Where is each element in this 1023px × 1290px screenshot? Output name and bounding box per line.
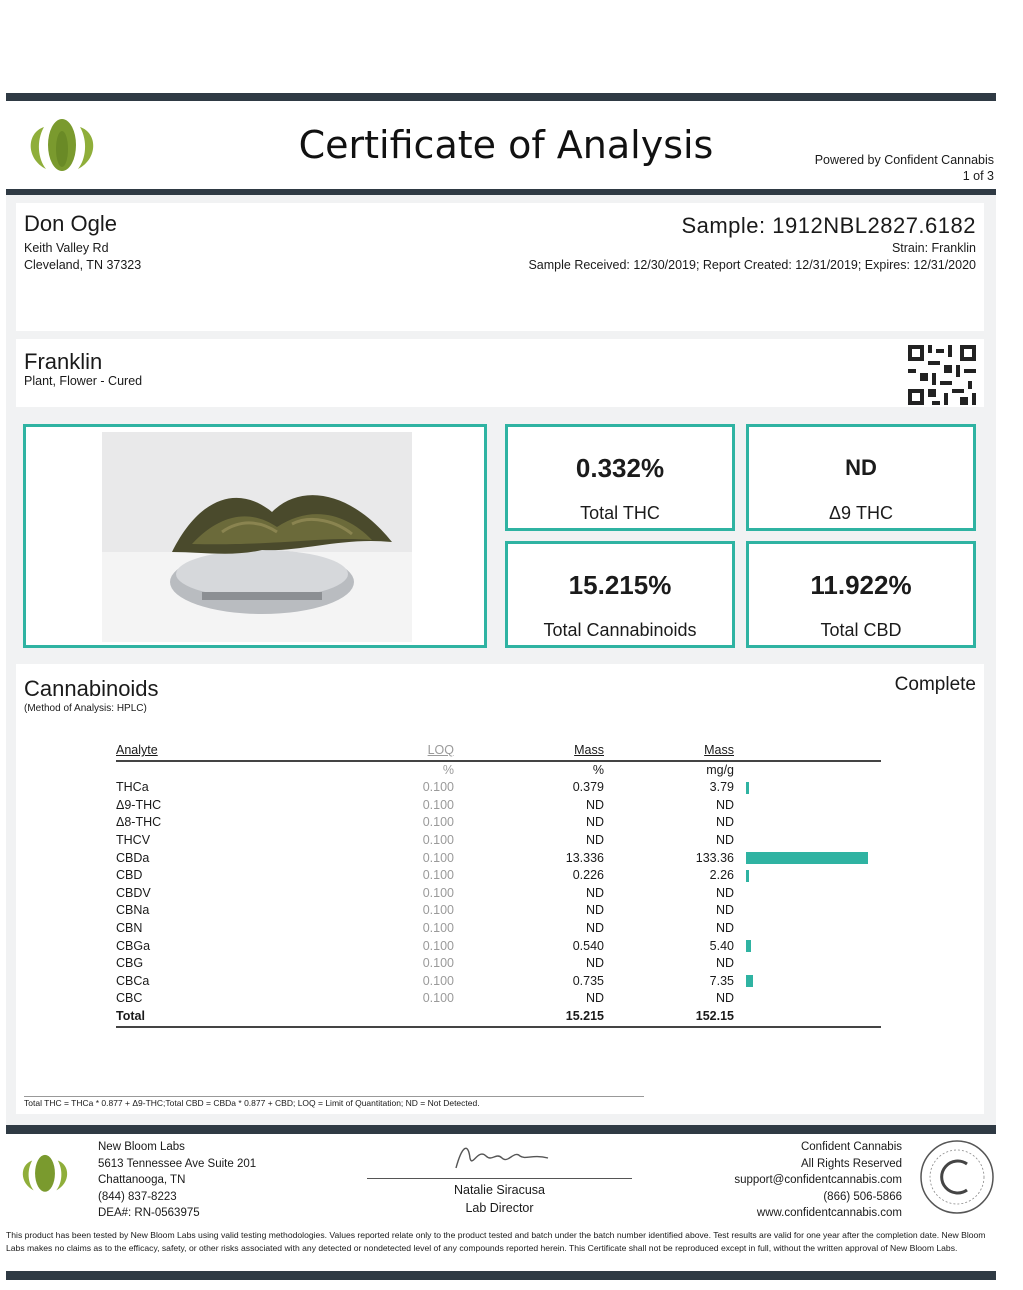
table-row	[116, 990, 881, 1008]
lab-name: New Bloom Labs	[98, 1141, 185, 1153]
analysis-method: (Method of Analysis: HPLC)	[24, 703, 147, 714]
mass-pct-cell: ND	[585, 920, 604, 935]
page-number: 1 of 3	[962, 169, 994, 183]
signature-icon	[452, 1138, 552, 1174]
client-address-1: Keith Valley Rd	[24, 241, 109, 255]
loq-cell: 0.100	[422, 903, 454, 918]
analyte-cell: CBGa	[116, 938, 151, 953]
confident-rights: All Rights Reserved	[801, 1157, 902, 1170]
loq-cell: 0.100	[422, 797, 454, 812]
mass-bar	[746, 975, 753, 987]
table-units-row	[116, 761, 881, 780]
powered-by: Powered by Confident Cannabis	[814, 153, 994, 167]
status-label: Complete	[894, 674, 976, 695]
analyte-cell: THCa	[116, 780, 149, 795]
stat-value: 0.332%	[575, 453, 665, 483]
table-row	[116, 850, 881, 868]
table-row	[116, 867, 881, 885]
client-sample-panel	[16, 203, 984, 331]
mass-bar	[746, 870, 749, 882]
mass-mg-cell: ND	[715, 885, 734, 900]
signer-title: Lab Director	[465, 1201, 534, 1215]
page-title: Certificate of Analysis	[298, 123, 714, 167]
bar-cell	[734, 779, 881, 797]
stat-total-thc	[505, 424, 735, 531]
mass-mg-cell: 3.79	[709, 780, 734, 795]
mass-mg-cell: 7.35	[709, 973, 734, 988]
client-name: Don Ogle	[24, 211, 117, 236]
mass-mg-cell: ND	[715, 991, 734, 1006]
confident-seal-icon	[918, 1138, 996, 1216]
table-row	[116, 902, 881, 920]
stat-value: ND	[845, 455, 877, 480]
lab-logo-icon	[16, 1152, 74, 1196]
loq-cell: 0.100	[422, 780, 454, 795]
stat-label: Total CBD	[820, 620, 902, 640]
mass-pct-cell: 0.735	[572, 973, 604, 988]
analyte-cell: THCV	[116, 832, 151, 847]
stat-value: 15.215%	[568, 570, 672, 600]
lab-phone: (844) 837-8223	[98, 1190, 177, 1203]
product-photo	[102, 432, 412, 642]
table-footnote: Total THC = THCa * 0.877 + Δ9-THC;Total CBD = CBDa * 0.877 + CBD; LOQ = Limit of Quantitation; ND = Not Detected.	[24, 1096, 644, 1108]
bar-cell	[734, 902, 881, 920]
bar-cell	[734, 797, 881, 815]
disclaimer: This product has been tested by New Bloom Labs using valid testing methodologies. Values reported relate only to the product tested and batch under the batch number identified above. Test results are valid for one year after the completion date. New Bloom Labs makes no claims as to the efficacy, safety, or other risks associated with any detected or nondetected level of any compounds reported herein. This Certificate shall not be reproduced except in full, without the written approval of New Bloom Labs.	[6, 1230, 986, 1253]
mass-mg-cell: 133.36	[695, 850, 734, 865]
sample-id: Sample: 1912NBL2827.6182	[681, 213, 976, 238]
analyte-cell: CBDV	[116, 885, 151, 900]
confident-email[interactable]: support@confidentcannabis.com	[734, 1174, 902, 1186]
bar-cell	[734, 850, 881, 868]
lab-dea: DEA#: RN-0563975	[98, 1207, 200, 1219]
lab-info	[98, 1139, 256, 1222]
mass-pct-cell: ND	[585, 903, 604, 918]
mass-pct-cell: ND	[585, 885, 604, 900]
mass-mg-cell: ND	[715, 920, 734, 935]
analyte-cell: CBDa	[116, 850, 150, 865]
bar-cell	[734, 814, 881, 832]
table-row	[116, 938, 881, 956]
mass-pct-cell: ND	[585, 991, 604, 1006]
table-row	[116, 779, 881, 797]
product-photo-frame	[23, 424, 487, 648]
table-row	[116, 814, 881, 832]
total-mg: 152.15	[695, 1008, 734, 1023]
mass-mg-cell: 5.40	[709, 938, 734, 953]
stat-total-cannabinoids	[505, 541, 735, 648]
bar-cell	[734, 832, 881, 850]
mass-pct-cell: ND	[585, 797, 604, 812]
top-bar	[6, 93, 996, 101]
mass-bar	[746, 782, 749, 794]
bar-cell	[734, 867, 881, 885]
header-analyte: Analyte	[116, 743, 158, 757]
mass-pct-cell: 13.336	[565, 850, 604, 865]
table-total-row	[116, 1008, 881, 1027]
table-row	[116, 973, 881, 991]
table-row	[116, 797, 881, 815]
confident-info	[734, 1139, 902, 1222]
mass-pct-cell: 0.379	[572, 780, 604, 795]
loq-cell: 0.100	[422, 850, 454, 865]
section-title: Cannabinoids	[24, 676, 159, 701]
loq-cell: 0.100	[422, 920, 454, 935]
header-loq: LOQ	[427, 743, 454, 757]
confident-name: Confident Cannabis	[800, 1141, 902, 1153]
loq-cell: 0.100	[422, 885, 454, 900]
analyte-cell: CBD	[116, 868, 143, 883]
footer-bottom-bar	[6, 1271, 996, 1280]
bar-cell	[734, 885, 881, 903]
mass-pct-cell: ND	[585, 956, 604, 971]
loq-cell: 0.100	[422, 868, 454, 883]
analyte-cell: Δ9-THC	[116, 797, 162, 812]
header-mass-pct: Mass	[574, 743, 604, 757]
mass-mg-cell: ND	[715, 832, 734, 847]
product-panel	[16, 339, 984, 407]
stat-label: Total Cannabinoids	[543, 620, 697, 640]
footer-top-bar	[6, 1125, 996, 1134]
bar-cell	[734, 920, 881, 938]
mass-mg-cell: ND	[715, 815, 734, 830]
loq-cell: 0.100	[422, 973, 454, 988]
analyte-cell: Δ8-THC	[116, 815, 162, 830]
table-header-row	[116, 742, 881, 761]
product-name: Franklin	[24, 349, 103, 374]
stat-total-cbd	[746, 541, 976, 648]
loq-cell: 0.100	[422, 956, 454, 971]
signature-line	[367, 1178, 632, 1179]
unit-mass-pct: %	[592, 762, 604, 777]
analyte-cell: CBCa	[116, 973, 150, 988]
mass-pct-cell: 0.540	[572, 938, 604, 953]
bar-cell	[734, 990, 881, 1008]
lab-address-2: Chattanooga, TN	[98, 1174, 186, 1186]
analyte-cell: CBNa	[116, 903, 150, 918]
product-type: Plant, Flower - Cured	[24, 374, 143, 388]
stat-label: Δ9 THC	[828, 503, 894, 523]
unit-mass-mg: mg/g	[706, 762, 734, 777]
qr-code-icon	[908, 345, 976, 405]
analyte-cell: CBC	[116, 991, 143, 1006]
confident-website[interactable]: www.confidentcannabis.com	[756, 1207, 902, 1219]
cannabinoids-table	[116, 742, 881, 1028]
lab-address-1: 5613 Tennessee Ave Suite 201	[98, 1157, 257, 1170]
mass-mg-cell: ND	[715, 903, 734, 918]
confident-phone: (866) 506-5866	[823, 1190, 902, 1203]
mass-mg-cell: ND	[715, 956, 734, 971]
mass-mg-cell: ND	[715, 797, 734, 812]
total-label: Total	[116, 1008, 145, 1023]
table-row	[116, 920, 881, 938]
mass-pct-cell: 0.226	[572, 868, 604, 883]
stat-value: 11.922%	[810, 570, 912, 600]
loq-cell: 0.100	[422, 832, 454, 847]
mass-bar	[746, 940, 751, 952]
client-address-2: Cleveland, TN 37323	[24, 258, 142, 272]
stat-label: Total THC	[580, 503, 660, 523]
loq-cell: 0.100	[422, 938, 454, 953]
total-pct: 15.215	[565, 1008, 604, 1023]
sample-strain: Strain: Franklin	[891, 241, 976, 255]
mass-pct-cell: ND	[585, 815, 604, 830]
analyte-cell: CBN	[116, 920, 143, 935]
table-row	[116, 885, 881, 903]
mass-pct-cell: ND	[585, 832, 604, 847]
logo-leaf-icon	[22, 115, 102, 177]
loq-cell: 0.100	[422, 991, 454, 1006]
sample-dates: Sample Received: 12/30/2019; Report Created: 12/31/2019; Expires: 12/31/2020	[528, 258, 976, 272]
table-row	[116, 955, 881, 973]
unit-loq: %	[442, 762, 454, 777]
header-area	[6, 101, 996, 189]
table-row	[116, 832, 881, 850]
stat-delta9-thc	[746, 424, 976, 531]
bar-cell	[734, 955, 881, 973]
bar-cell	[734, 938, 881, 956]
header-mass-mg: Mass	[704, 743, 734, 757]
mass-mg-cell: 2.26	[709, 868, 734, 883]
mass-bar	[746, 852, 868, 864]
loq-cell: 0.100	[422, 815, 454, 830]
bar-cell	[734, 973, 881, 991]
analyte-cell: CBG	[116, 956, 144, 971]
signer-name: Natalie Siracusa	[453, 1183, 545, 1197]
